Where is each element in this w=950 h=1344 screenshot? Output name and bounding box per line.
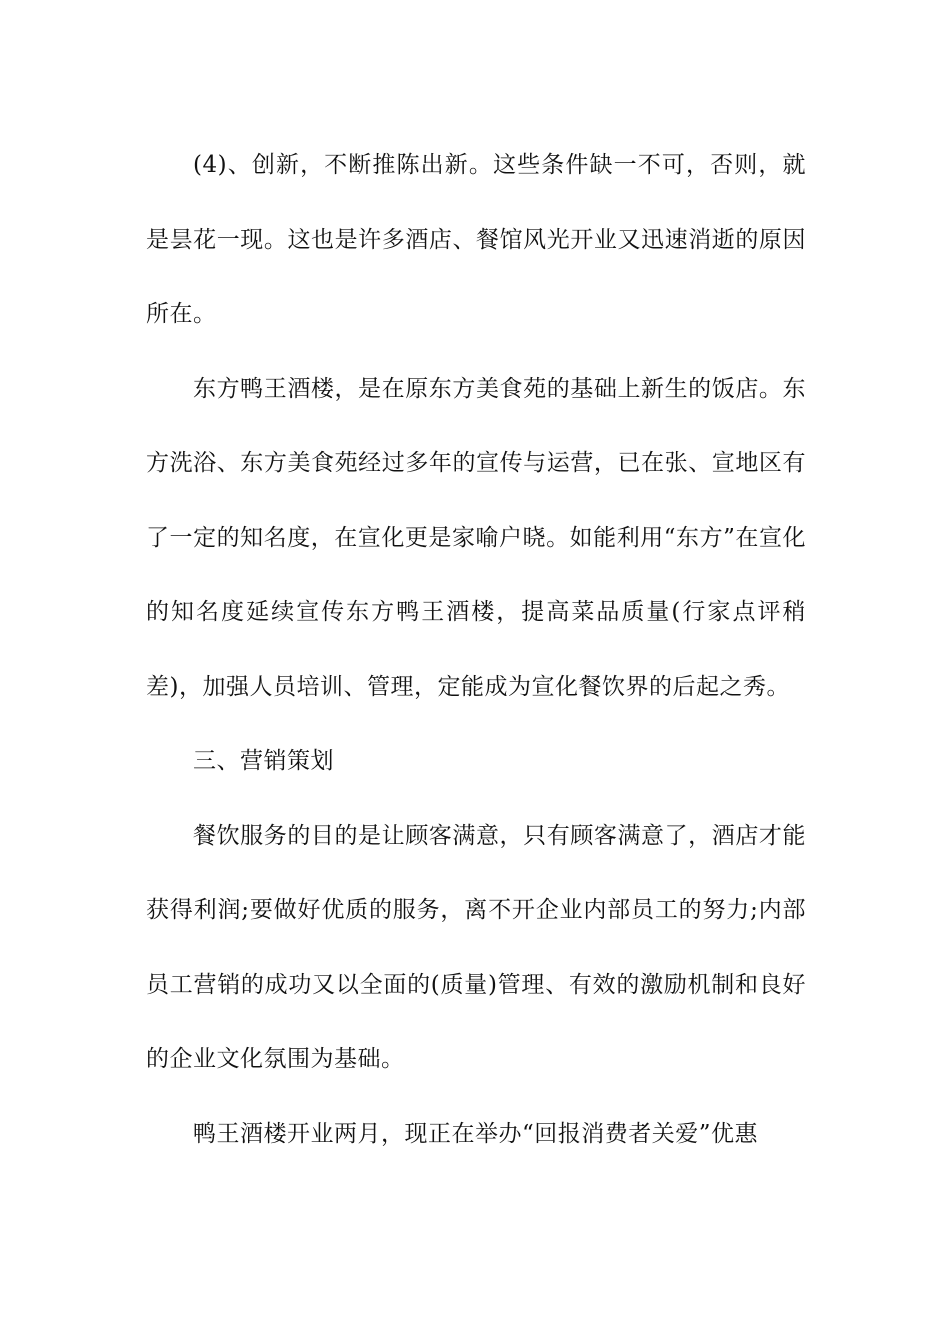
- paragraph-dongfang-restaurant: 东方鸭王酒楼，是在原东方美食苑的基础上新生的饭店。东方洗浴、东方美食苑经过多年的宣传与运营，已在张、宣地区有了一定的知名度，在宣化更是家喻户晓。如能利用“东方”在宣化的知名度延续宣传东方鸭王酒楼，提高菜品质量(行家点评稍差)，加强人员培训、管理，定能成为宣化餐饮界的后起之秀。: [146, 375, 806, 700]
- paragraph-innovation: (4)、创新，不断推陈出新。这些条件缺一不可，否则，就是昙花一现。这也是许多酒店、餐馆风光开业又迅速消逝的原因所在。: [146, 152, 806, 327]
- paragraph-service-purpose: 餐饮服务的目的是让顾客满意，只有顾客满意了，酒店才能获得利润;要做好优质的服务，离不开企业内部员工的努力;内部员工营销的成功又以全面的(质量)管理、有效的激励机制和良好的企业文化氛围为基础。: [146, 822, 806, 1072]
- paragraph-promotion: 鸭王酒楼开业两月，现正在举办“回报消费者关爱”优惠: [193, 1120, 759, 1147]
- section-heading-marketing: 三、营销策划: [193, 748, 334, 774]
- document-body: [146, 128, 806, 1171]
